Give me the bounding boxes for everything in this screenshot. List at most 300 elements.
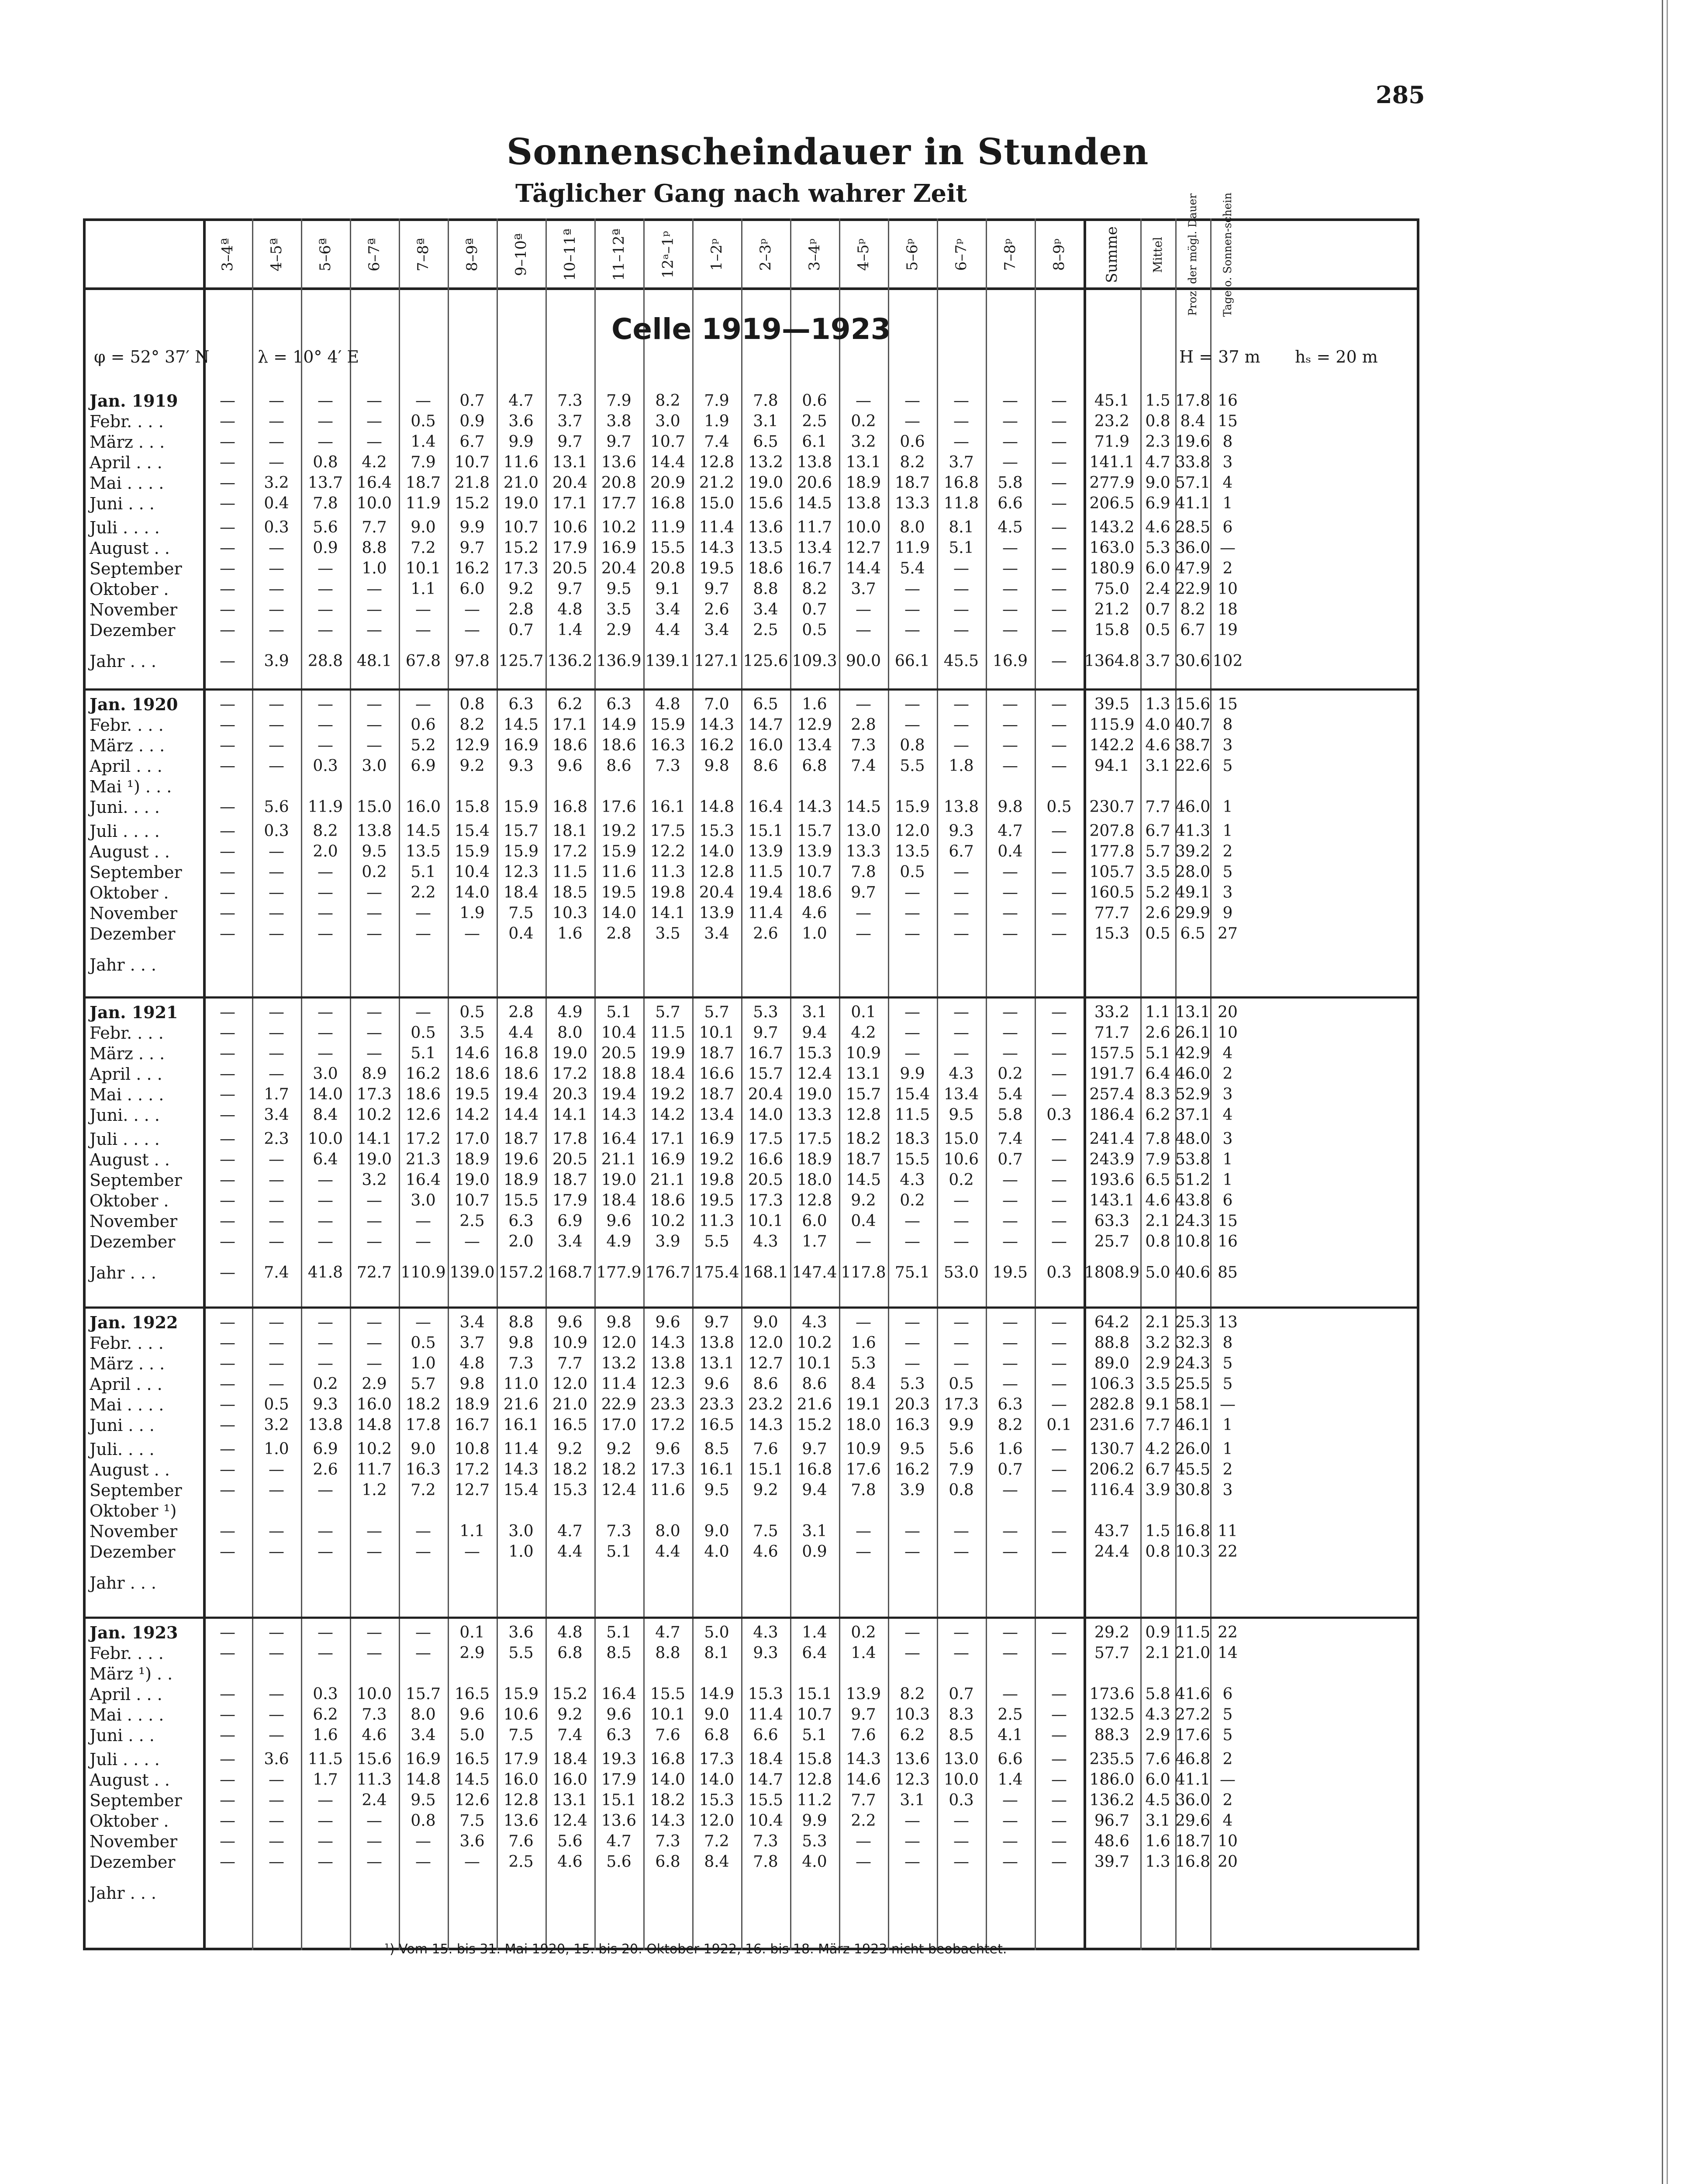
table-cell: — bbox=[220, 453, 235, 471]
table-cell: 20.5 bbox=[552, 1151, 588, 1168]
table-cell: — bbox=[1051, 1791, 1067, 1809]
table-cell: 2.9 bbox=[1145, 1355, 1170, 1372]
table-cell: 6.3 bbox=[606, 1726, 632, 1744]
table-cell: 12.6 bbox=[405, 1106, 441, 1124]
table-cell: — bbox=[1002, 695, 1018, 713]
table-cell: 72.7 bbox=[356, 1264, 392, 1282]
table-cell: 3.5 bbox=[606, 601, 632, 619]
table-cell: 2 bbox=[1222, 1791, 1233, 1809]
table-cell: — bbox=[220, 1440, 235, 1458]
table-cell: — bbox=[366, 412, 382, 430]
table-cell: 7.8 bbox=[313, 494, 338, 512]
table-cell: — bbox=[269, 1044, 284, 1062]
table-cell: — bbox=[220, 1416, 235, 1434]
table-cell: 1.6 bbox=[313, 1726, 338, 1744]
station-title: Celle 1919—1923 bbox=[611, 312, 891, 346]
table-cell: 11.8 bbox=[943, 494, 979, 512]
table-cell: 71.7 bbox=[1094, 1024, 1130, 1042]
table-cell: 136.2 bbox=[547, 652, 593, 670]
table-cell: 4.2 bbox=[1145, 1440, 1170, 1458]
table-cell: 18.7 bbox=[894, 474, 930, 492]
table-cell: 11.3 bbox=[650, 863, 686, 881]
row-label: November bbox=[90, 1212, 178, 1231]
row-label: Dezember bbox=[90, 1232, 176, 1251]
table-cell: — bbox=[318, 1355, 333, 1372]
table-cell: — bbox=[1051, 1355, 1067, 1372]
table-cell: — bbox=[366, 1024, 382, 1042]
table-cell: 1.2 bbox=[362, 1481, 387, 1499]
table-cell: — bbox=[415, 1853, 431, 1871]
table-cell: — bbox=[318, 1233, 333, 1251]
table-cell: — bbox=[1051, 695, 1067, 713]
table-cell: 117.8 bbox=[841, 1264, 886, 1282]
table-cell: — bbox=[220, 1685, 235, 1703]
table-cell: 5.4 bbox=[998, 1085, 1023, 1103]
table-cell: — bbox=[904, 1233, 920, 1251]
table-cell: 18.6 bbox=[748, 560, 784, 577]
table-cell: 9.7 bbox=[851, 1706, 876, 1724]
table-cell: 14.4 bbox=[846, 560, 881, 577]
table-cell: 19.8 bbox=[650, 884, 686, 902]
table-cell: — bbox=[269, 925, 284, 943]
table-cell: — bbox=[269, 1543, 284, 1561]
table-cell: 5 bbox=[1222, 1726, 1233, 1744]
table-cell: — bbox=[220, 433, 235, 451]
table-cell: 0.6 bbox=[900, 433, 925, 451]
page-subtitle: Täglicher Gang nach wahrer Zeit bbox=[515, 179, 967, 208]
table-cell: 1364.8 bbox=[1084, 652, 1139, 670]
table-cell: 18 bbox=[1218, 601, 1238, 619]
table-cell: — bbox=[318, 1481, 333, 1499]
table-cell: 9.5 bbox=[900, 1440, 925, 1458]
table-cell: 277.9 bbox=[1089, 474, 1135, 492]
table-cell: 15.2 bbox=[797, 1416, 832, 1434]
table-cell: 5.3 bbox=[753, 1003, 778, 1021]
table-cell: — bbox=[1002, 1685, 1018, 1703]
table-cell: — bbox=[464, 1233, 480, 1251]
table-cell: 6.6 bbox=[998, 1750, 1023, 1768]
table-cell: 9.8 bbox=[508, 1334, 534, 1352]
table-cell: — bbox=[220, 1461, 235, 1479]
table-cell: 5.5 bbox=[704, 1233, 729, 1251]
table-cell: 141.1 bbox=[1089, 453, 1135, 471]
table-cell: — bbox=[1051, 1396, 1067, 1413]
table-cell: — bbox=[220, 1750, 235, 1768]
table-cell: 12.2 bbox=[650, 843, 686, 860]
table-cell: 18.2 bbox=[601, 1461, 637, 1479]
table-cell: — bbox=[1002, 1543, 1018, 1561]
table-cell: 19.0 bbox=[503, 494, 539, 512]
table-cell: 20.8 bbox=[601, 474, 637, 492]
table-cell: — bbox=[1002, 580, 1018, 598]
table-cell: 9.6 bbox=[655, 1440, 680, 1458]
table-cell: 13.8 bbox=[699, 1334, 735, 1352]
table-cell: 4.2 bbox=[362, 453, 387, 471]
table-cell: 4.6 bbox=[802, 904, 827, 922]
table-cell: — bbox=[366, 1212, 382, 1230]
table-cell: 10.7 bbox=[454, 453, 490, 471]
table-cell: 11.6 bbox=[650, 1481, 686, 1499]
column-header-label: 6–7ᵖ bbox=[953, 238, 970, 271]
table-cell: 8.2 bbox=[655, 392, 680, 410]
row-label: Jan. 1919 bbox=[90, 391, 178, 411]
table-cell: 186.0 bbox=[1089, 1771, 1135, 1789]
table-cell: 12.9 bbox=[454, 736, 490, 754]
table-cell: — bbox=[1002, 716, 1018, 734]
table-cell: — bbox=[1051, 1771, 1067, 1789]
table-cell: 96.7 bbox=[1094, 1812, 1130, 1830]
table-cell: 7.3 bbox=[557, 392, 583, 410]
table-cell: — bbox=[1051, 863, 1067, 881]
table-cell: 1.0 bbox=[802, 925, 827, 943]
table-cell: 2 bbox=[1222, 1065, 1233, 1083]
table-cell: — bbox=[415, 1212, 431, 1230]
table-cell: — bbox=[953, 1192, 969, 1209]
table-cell: 130.7 bbox=[1089, 1440, 1135, 1458]
table-cell: 10.2 bbox=[797, 1334, 832, 1352]
table-cell: 6 bbox=[1222, 1685, 1233, 1703]
table-cell: 5.6 bbox=[313, 518, 338, 536]
row-label: März . . . bbox=[90, 1044, 165, 1063]
table-cell: 20.4 bbox=[601, 560, 637, 577]
table-cell: 7.8 bbox=[1145, 1130, 1170, 1148]
table-cell: 57.1 bbox=[1175, 474, 1211, 492]
table-cell: 1 bbox=[1222, 1151, 1233, 1168]
table-cell: 3.5 bbox=[655, 925, 680, 943]
table-cell: 18.8 bbox=[601, 1065, 637, 1083]
table-cell: 21.2 bbox=[1094, 601, 1130, 619]
table-cell: 19.5 bbox=[992, 1264, 1028, 1282]
row-label: November bbox=[90, 1832, 178, 1851]
table-cell: 14.5 bbox=[503, 716, 539, 734]
table-cell: — bbox=[220, 1264, 235, 1282]
table-cell: — bbox=[904, 1522, 920, 1540]
table-cell: 5.2 bbox=[411, 736, 436, 754]
table-cell: 16.7 bbox=[797, 560, 832, 577]
table-cell: 39.7 bbox=[1094, 1853, 1130, 1871]
table-cell: — bbox=[904, 1644, 920, 1662]
table-cell: 105.7 bbox=[1089, 863, 1135, 881]
table-cell: 168.1 bbox=[743, 1264, 788, 1282]
table-cell: 8.4 bbox=[851, 1375, 876, 1393]
table-cell: 14.9 bbox=[601, 716, 637, 734]
table-cell: 15.9 bbox=[454, 843, 490, 860]
table-cell: 9.3 bbox=[313, 1396, 338, 1413]
row-label: August . . bbox=[90, 1460, 170, 1479]
table-cell: 9.9 bbox=[459, 518, 485, 536]
table-cell: 15.6 bbox=[356, 1750, 392, 1768]
table-cell: 1.1 bbox=[459, 1522, 485, 1540]
table-cell: 19.2 bbox=[699, 1151, 735, 1168]
table-cell: 8.1 bbox=[949, 518, 974, 536]
table-cell: 30.6 bbox=[1175, 652, 1211, 670]
table-cell: 15.0 bbox=[699, 494, 735, 512]
table-cell: 1.4 bbox=[411, 433, 436, 451]
table-cell: 14.3 bbox=[797, 798, 832, 816]
table-cell: 15.4 bbox=[454, 822, 490, 840]
table-cell: 2 bbox=[1222, 843, 1233, 860]
column-header bbox=[1084, 220, 1140, 290]
table-cell: 9.4 bbox=[802, 1481, 827, 1499]
table-cell: — bbox=[415, 392, 431, 410]
table-cell: 18.9 bbox=[454, 1396, 490, 1413]
table-cell: 9.0 bbox=[411, 518, 436, 536]
table-cell: 8.4 bbox=[704, 1853, 729, 1871]
table-cell: 21.8 bbox=[454, 474, 490, 492]
table-cell: 2.2 bbox=[411, 884, 436, 902]
table-cell: 6.7 bbox=[1145, 822, 1170, 840]
table-cell: 19.5 bbox=[454, 1085, 490, 1103]
table-cell: 163.0 bbox=[1089, 539, 1135, 557]
table-cell: 5.6 bbox=[264, 798, 289, 816]
table-cell: 6.9 bbox=[1145, 494, 1170, 512]
table-cell: 5.6 bbox=[606, 1853, 632, 1871]
table-cell: — bbox=[953, 1003, 969, 1021]
table-cell: 12.0 bbox=[748, 1334, 784, 1352]
table-cell: 5.1 bbox=[606, 1624, 632, 1641]
table-cell: — bbox=[953, 1024, 969, 1042]
table-cell: 14.0 bbox=[307, 1085, 343, 1103]
table-cell: — bbox=[1002, 1233, 1018, 1251]
table-cell: 22.9 bbox=[601, 1396, 637, 1413]
table-cell: 20.4 bbox=[699, 884, 735, 902]
table-cell: 1.9 bbox=[704, 412, 729, 430]
table-cell: 3.9 bbox=[655, 1233, 680, 1251]
table-cell: — bbox=[1051, 621, 1067, 639]
table-cell: 2.6 bbox=[704, 601, 729, 619]
table-cell: 3 bbox=[1222, 453, 1233, 471]
table-cell: 18.4 bbox=[503, 884, 539, 902]
table-cell: — bbox=[269, 392, 284, 410]
table-cell: 5.1 bbox=[1145, 1044, 1170, 1062]
table-cell: 16.8 bbox=[1175, 1853, 1211, 1871]
table-cell: — bbox=[904, 1212, 920, 1230]
column-header-label: 12ᵃ–1ᵖ bbox=[659, 231, 677, 279]
table-cell: 85 bbox=[1218, 1264, 1238, 1282]
table-cell: 21.3 bbox=[405, 1151, 441, 1168]
table-cell: — bbox=[220, 757, 235, 775]
table-cell: 8.2 bbox=[1180, 601, 1205, 619]
table-cell: — bbox=[220, 884, 235, 902]
table-cell: — bbox=[904, 601, 920, 619]
table-cell: 11.9 bbox=[307, 798, 343, 816]
table-cell: 3.2 bbox=[851, 433, 876, 451]
table-cell: — bbox=[1002, 412, 1018, 430]
table-cell: 4.3 bbox=[802, 1313, 827, 1331]
table-cell: — bbox=[220, 1003, 235, 1021]
table-cell: 2 bbox=[1222, 560, 1233, 577]
table-cell: 6.9 bbox=[411, 757, 436, 775]
table-cell: 15.6 bbox=[748, 494, 784, 512]
table-cell: 6.5 bbox=[1145, 1171, 1170, 1189]
table-cell: 19.4 bbox=[503, 1085, 539, 1103]
table-cell: — bbox=[1051, 925, 1067, 943]
table-cell: 3.0 bbox=[313, 1065, 338, 1083]
table-cell: 8 bbox=[1222, 433, 1233, 451]
table-cell: — bbox=[1002, 1812, 1018, 1830]
table-cell: 15.9 bbox=[601, 843, 637, 860]
table-cell: 15.8 bbox=[454, 798, 490, 816]
table-cell: 147.4 bbox=[792, 1264, 837, 1282]
table-cell: — bbox=[904, 621, 920, 639]
table-cell: 67.8 bbox=[405, 652, 441, 670]
table-cell: — bbox=[1051, 1212, 1067, 1230]
table-cell: 177.9 bbox=[596, 1264, 642, 1282]
table-cell: 4.7 bbox=[557, 1522, 583, 1540]
table-cell: 15.3 bbox=[1094, 925, 1130, 943]
table-cell: 15.3 bbox=[797, 1044, 832, 1062]
table-cell: 37.1 bbox=[1175, 1106, 1211, 1124]
table-cell: 3.7 bbox=[557, 412, 583, 430]
table-cell: 9.5 bbox=[362, 843, 387, 860]
table-cell: 2 bbox=[1222, 1461, 1233, 1479]
table-cell: 157.5 bbox=[1089, 1044, 1135, 1062]
table-cell: 15.4 bbox=[503, 1481, 539, 1499]
table-cell: 10.2 bbox=[601, 518, 637, 536]
table-cell: 14.0 bbox=[601, 904, 637, 922]
table-cell: 6.7 bbox=[949, 843, 974, 860]
row-label: Jahr . . . bbox=[90, 1883, 157, 1903]
table-cell: 21.6 bbox=[797, 1396, 832, 1413]
table-cell: — bbox=[1051, 1461, 1067, 1479]
table-cell: 10.6 bbox=[943, 1151, 979, 1168]
table-cell: — bbox=[1002, 1171, 1018, 1189]
table-cell: 10.1 bbox=[797, 1355, 832, 1372]
column-header bbox=[1140, 220, 1175, 290]
table-cell: 12.8 bbox=[797, 1192, 832, 1209]
table-cell: — bbox=[953, 1334, 969, 1352]
table-cell: — bbox=[220, 1726, 235, 1744]
table-cell: 1.6 bbox=[1145, 1832, 1170, 1850]
table-cell: 8.3 bbox=[1145, 1085, 1170, 1103]
table-cell: 0.2 bbox=[851, 1624, 876, 1641]
table-cell: 157.2 bbox=[498, 1264, 544, 1282]
table-cell: 16.5 bbox=[699, 1416, 735, 1434]
column-header-label: Tage o. Sonnen-schein bbox=[1221, 192, 1234, 317]
table-cell: — bbox=[904, 695, 920, 713]
table-cell: — bbox=[1051, 1171, 1067, 1189]
row-label: März . . . bbox=[90, 1354, 165, 1373]
table-cell: 4.6 bbox=[1145, 1192, 1170, 1209]
table-cell: 15.7 bbox=[846, 1085, 881, 1103]
table-cell: 4.8 bbox=[459, 1355, 485, 1372]
table-cell: 0.8 bbox=[1145, 1233, 1170, 1251]
table-cell: 1.5 bbox=[1145, 1522, 1170, 1540]
table-cell: 7.7 bbox=[1145, 1416, 1170, 1434]
table-cell: 6.3 bbox=[998, 1396, 1023, 1413]
table-cell: 17.6 bbox=[846, 1461, 881, 1479]
table-cell: 9.6 bbox=[606, 1212, 632, 1230]
table-cell: 0.2 bbox=[313, 1375, 338, 1393]
table-cell: 3.2 bbox=[1145, 1334, 1170, 1352]
table-cell: — bbox=[953, 412, 969, 430]
table-cell: 11.2 bbox=[797, 1791, 832, 1809]
table-cell: 9.2 bbox=[606, 1440, 632, 1458]
row-label: Juni. . . . bbox=[90, 1106, 160, 1125]
table-cell: 4.7 bbox=[1145, 453, 1170, 471]
table-cell: 30.8 bbox=[1175, 1481, 1211, 1499]
table-cell: — bbox=[220, 518, 235, 536]
table-cell: 12.8 bbox=[846, 1106, 881, 1124]
table-cell: 13.4 bbox=[797, 539, 832, 557]
table-cell: — bbox=[1051, 736, 1067, 754]
table-cell: 13.3 bbox=[894, 494, 930, 512]
table-cell: 18.4 bbox=[650, 1065, 686, 1083]
table-cell: 11.6 bbox=[601, 863, 637, 881]
table-cell: 9.8 bbox=[606, 1313, 632, 1331]
table-cell: — bbox=[1051, 1233, 1067, 1251]
table-cell: 1.0 bbox=[264, 1440, 289, 1458]
table-cell: 18.6 bbox=[405, 1085, 441, 1103]
table-cell: — bbox=[220, 560, 235, 577]
table-cell: — bbox=[269, 716, 284, 734]
table-cell: — bbox=[1051, 1085, 1067, 1103]
table-cell: — bbox=[904, 884, 920, 902]
table-cell: — bbox=[1051, 1334, 1067, 1352]
table-cell: 94.1 bbox=[1094, 757, 1130, 775]
table-cell: 9.0 bbox=[704, 1706, 729, 1724]
table-cell: 2.5 bbox=[753, 621, 778, 639]
table-cell: 11.3 bbox=[356, 1771, 392, 1789]
table-cell: 12.8 bbox=[503, 1791, 539, 1809]
table-cell: 7.4 bbox=[851, 757, 876, 775]
table-cell: 5.8 bbox=[998, 1106, 1023, 1124]
table-cell: 45.5 bbox=[943, 652, 979, 670]
table-cell: 11.5 bbox=[552, 863, 588, 881]
table-cell: — bbox=[269, 1313, 284, 1331]
table-cell: 16.2 bbox=[894, 1461, 930, 1479]
table-cell: 1.7 bbox=[264, 1085, 289, 1103]
table-cell: 3.7 bbox=[1145, 652, 1170, 670]
table-cell: — bbox=[1051, 822, 1067, 840]
table-cell: 13.8 bbox=[943, 798, 979, 816]
table-cell: 46.8 bbox=[1175, 1750, 1211, 1768]
table-cell: 3 bbox=[1222, 884, 1233, 902]
table-cell: 7.3 bbox=[753, 1832, 778, 1850]
table-cell: 2.9 bbox=[606, 621, 632, 639]
table-cell: — bbox=[269, 1065, 284, 1083]
table-cell: 10.9 bbox=[846, 1440, 881, 1458]
table-cell: 5.0 bbox=[459, 1726, 485, 1744]
column-header-label: 3–4ª bbox=[218, 238, 236, 272]
table-cell: — bbox=[318, 560, 333, 577]
table-cell: — bbox=[415, 621, 431, 639]
table-cell: 1.1 bbox=[411, 580, 436, 598]
table-cell: — bbox=[415, 1624, 431, 1641]
table-cell: 0.8 bbox=[1145, 412, 1170, 430]
table-cell: 0.4 bbox=[264, 494, 289, 512]
table-cell: 13.5 bbox=[748, 539, 784, 557]
table-cell: 7.7 bbox=[557, 1355, 583, 1372]
table-cell: 14.3 bbox=[699, 716, 735, 734]
table-cell: 14.3 bbox=[601, 1106, 637, 1124]
table-cell: 3.1 bbox=[802, 1522, 827, 1540]
table-cell: 5.0 bbox=[1145, 1264, 1170, 1282]
station-sensor-height: hₛ = 20 m bbox=[1295, 347, 1378, 366]
table-cell: 19.0 bbox=[356, 1151, 392, 1168]
table-cell: 16.9 bbox=[650, 1151, 686, 1168]
table-cell: 5.3 bbox=[1145, 539, 1170, 557]
table-cell: 21.6 bbox=[503, 1396, 539, 1413]
table-cell: 12.0 bbox=[601, 1334, 637, 1352]
table-cell: 16.9 bbox=[601, 539, 637, 557]
table-cell: 9 bbox=[1222, 904, 1233, 922]
table-cell: 12.8 bbox=[699, 453, 735, 471]
table-cell: 8.0 bbox=[655, 1522, 680, 1540]
row-label: März ¹) . . bbox=[90, 1664, 173, 1683]
table-cell: — bbox=[1051, 904, 1067, 922]
table-cell: 2.8 bbox=[508, 1003, 534, 1021]
